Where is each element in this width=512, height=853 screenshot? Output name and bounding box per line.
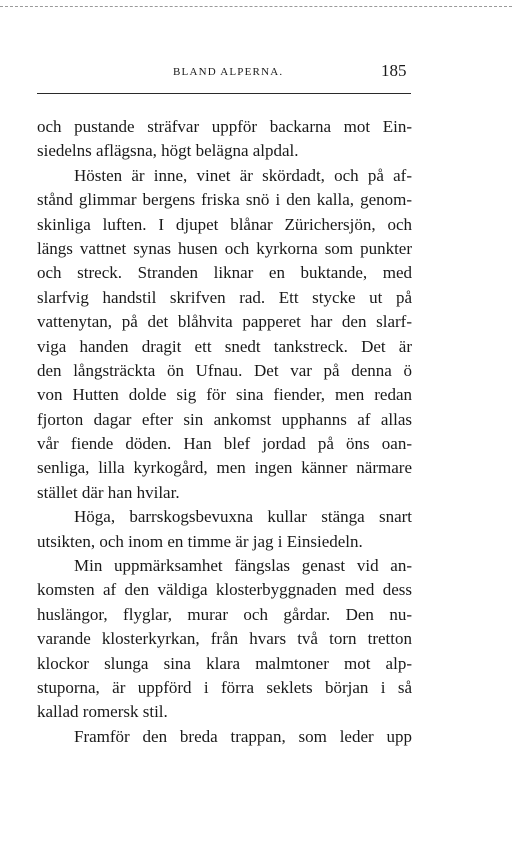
text-line: längs vattnet synas husen och kyrkorna som punkter xyxy=(37,238,412,258)
running-title: BLAND ALPERNA. xyxy=(173,66,284,78)
text-line: fjorton dagar efter sin ankomst upphanns af allas xyxy=(37,409,412,429)
text-line: vattenytan, på det blåhvita papperet har den slarf- xyxy=(37,312,412,332)
header-rule xyxy=(37,93,411,94)
text-line: Hösten är inne, vinet är skördadt, och på af- xyxy=(74,165,412,185)
text-line: huslängor, flyglar, murar och gårdar. Den nu- xyxy=(37,604,412,624)
text-line: von Hutten dolde sig för sina fiender, men redan xyxy=(37,385,412,405)
text-line: kallad romersk stil. xyxy=(37,702,168,722)
text-line: varande klosterkyrkan, från hvars två torn tretton xyxy=(37,629,412,649)
text-line: slarfvig handstil skrifven rad. Ett stycke ut på xyxy=(37,287,412,307)
text-line: skinliga luften. I djupet blånar Zürichersjön, och xyxy=(37,214,412,234)
text-line: utsikten, och inom en timme är jag i Einsiedeln. xyxy=(37,531,363,551)
text-line: vår fiende döden. Han blef jordad på öns oan- xyxy=(37,434,412,454)
text-line: viga handen dragit ett snedt tankstreck. Det är xyxy=(37,336,412,356)
text-line: stånd glimmar bergens friska snö i den kalla, genom- xyxy=(37,190,412,210)
text-line: den långsträckta ön Ufnau. Det var på denna ö xyxy=(37,360,412,380)
top-edge-rule xyxy=(0,6,512,7)
text-line: och streck. Stranden liknar en buktande, med xyxy=(37,263,412,283)
text-line: stuporna, är uppförd i förra seklets början i så xyxy=(37,677,412,697)
running-header xyxy=(0,62,512,82)
body-text xyxy=(37,115,412,749)
text-line: komsten af den väldiga klosterbyggnaden med dess xyxy=(37,580,412,600)
text-line: klockor slunga sina klara malmtoner mot alp- xyxy=(37,653,412,673)
text-line: Höga, barrskogsbevuxna kullar stänga snart xyxy=(74,507,412,527)
text-line: stället där han hvilar. xyxy=(37,482,180,502)
text-line: senliga, lilla kyrkogård, men ingen känner närmare xyxy=(37,458,412,478)
text-line: siedelns aflägsna, högt belägna alpdal. xyxy=(37,141,299,161)
text-line: och pustande sträfvar uppför backarna mot Ein- xyxy=(37,117,412,136)
text-line: Framför den breda trappan, som leder upp xyxy=(74,726,412,746)
text-line: Min uppmärksamhet fängslas genast vid an- xyxy=(74,556,412,576)
page-number: 185 xyxy=(381,61,407,80)
